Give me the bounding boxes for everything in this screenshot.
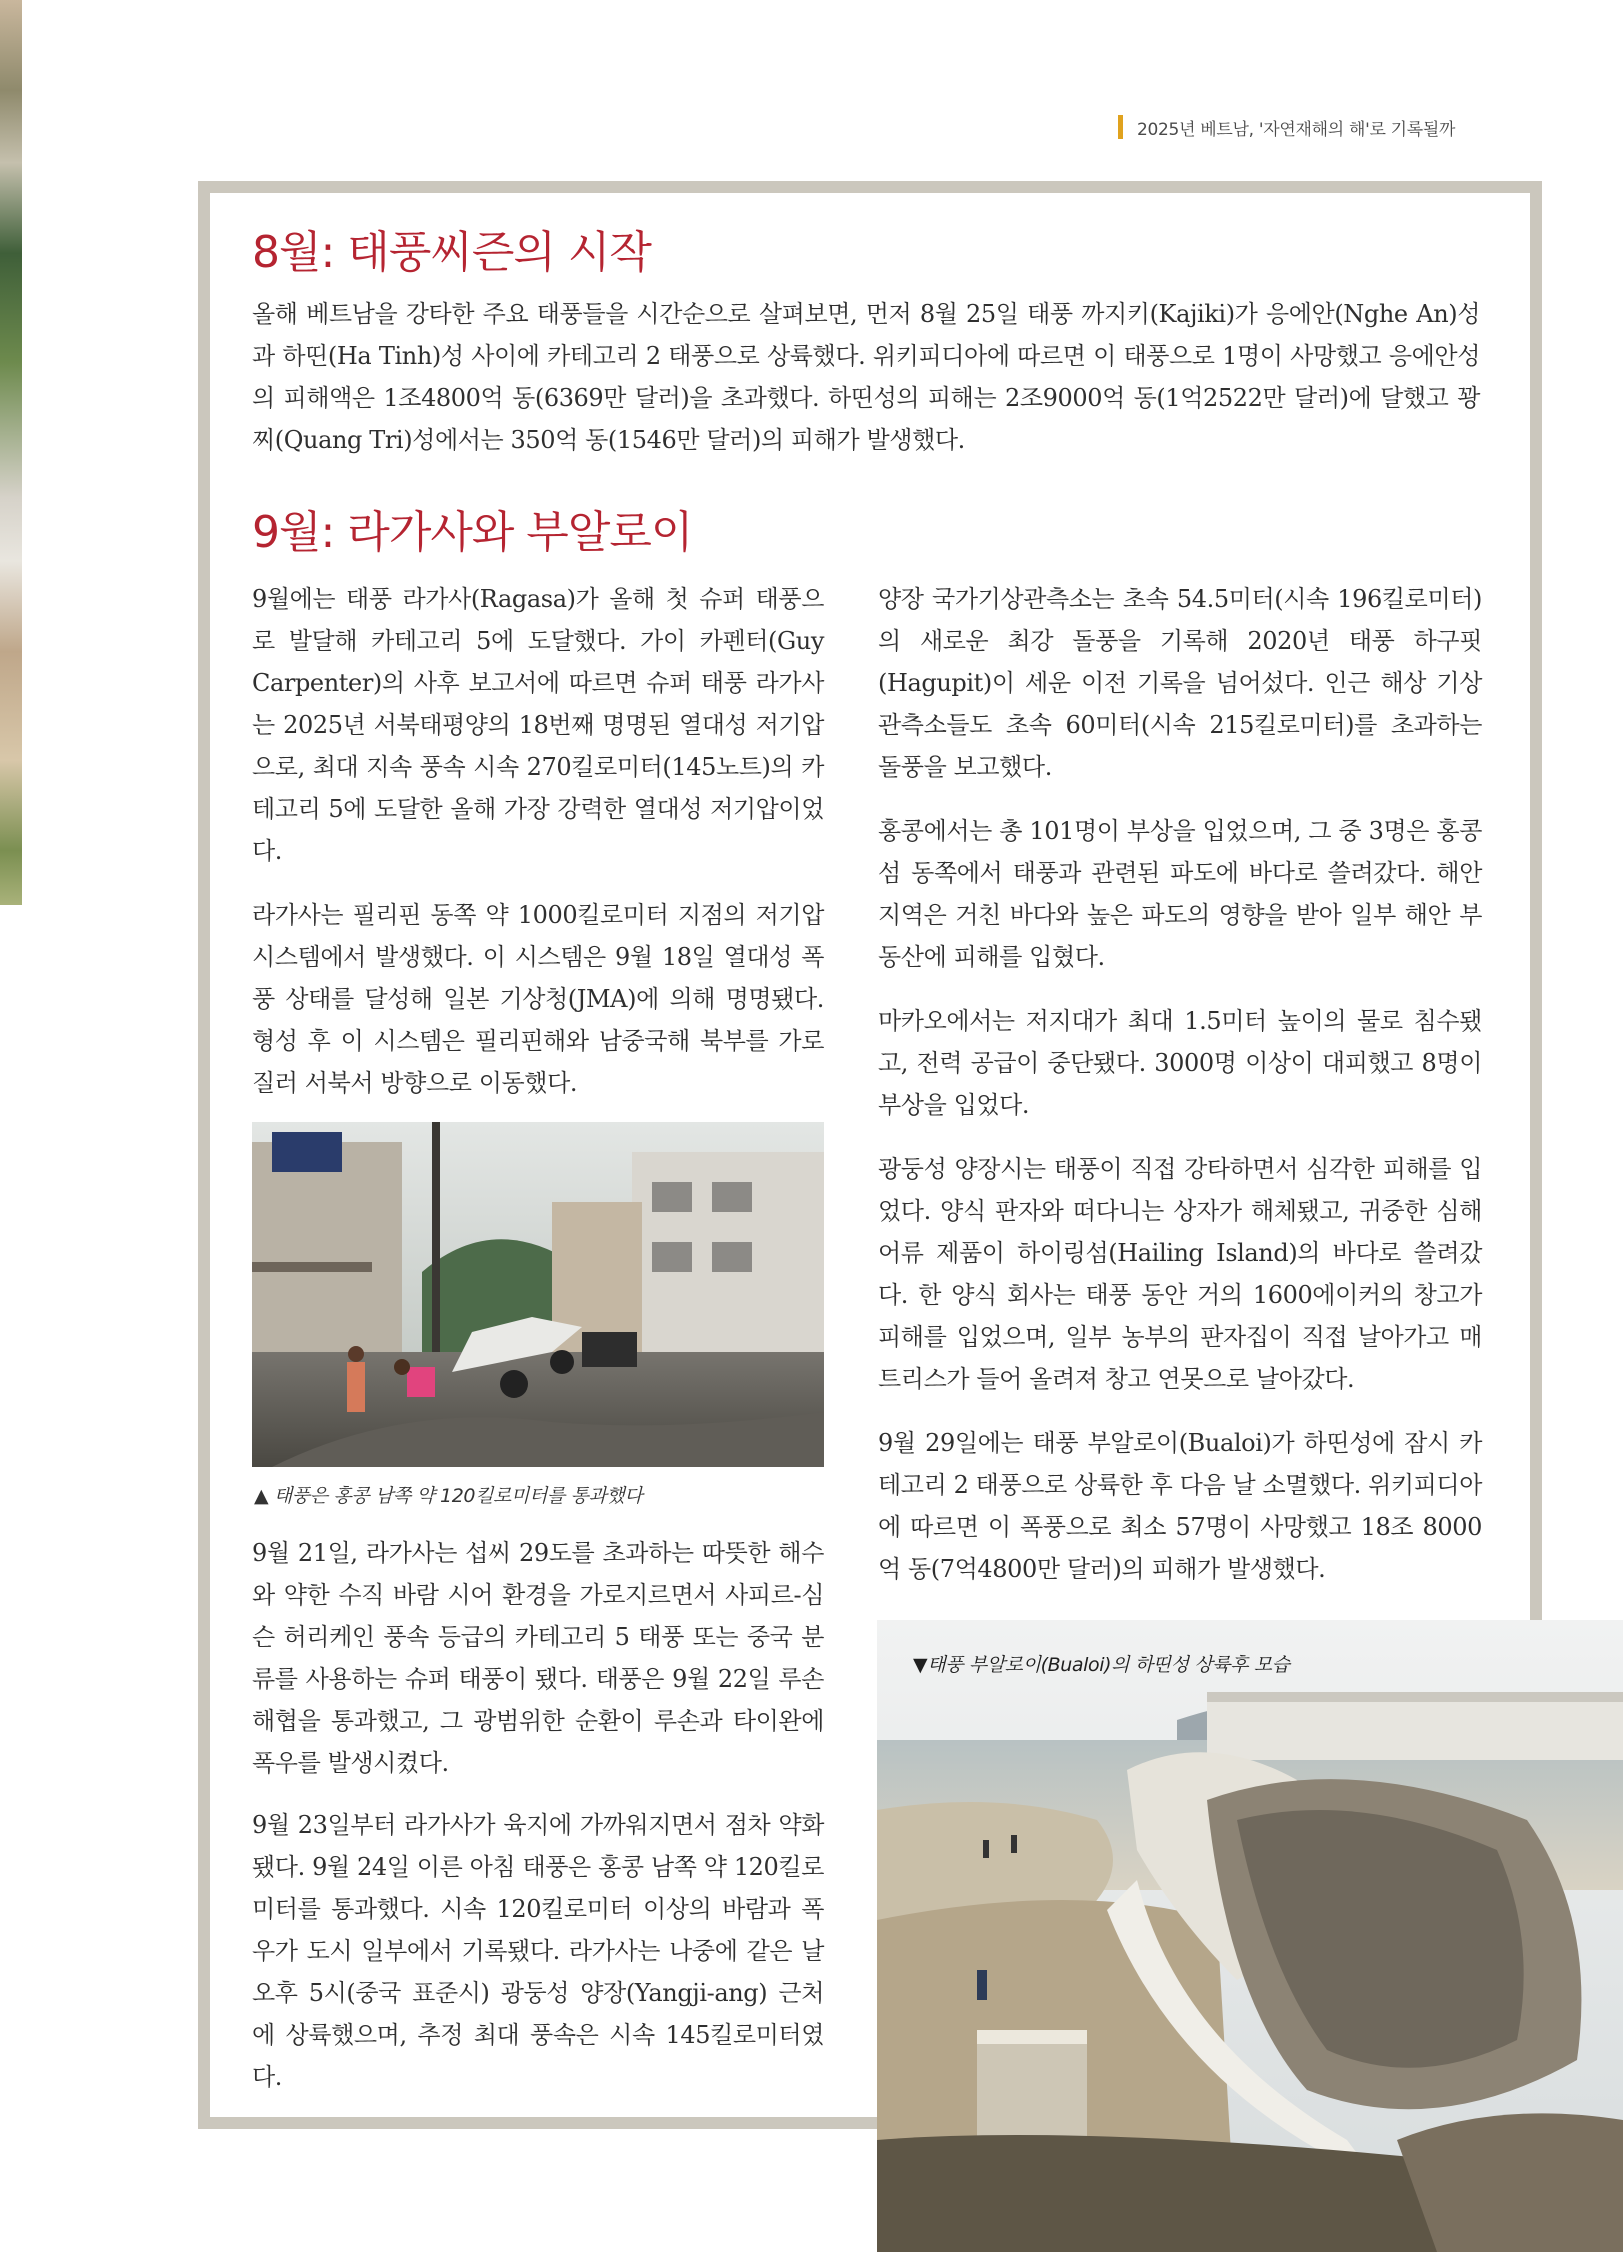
header-accent-bar xyxy=(1118,115,1123,139)
bualoi-damage-photo xyxy=(877,1620,1623,2252)
left-col-paragraph-1: 9월에는 태풍 라가사(Ragasa)가 올해 첫 슈퍼 태풍으로 발달해 카테고리 5에 도달했다. 가이 카펜터(Guy Carpenter)의 사후 보고서에 따르면 슈퍼 태풍 라가사는 2025년 서북태평양의 18번째 명명된 열대성 저기압으로, 최대 지속 풍속 시속 270킬로미터(145노트)의 카테고리 5에 도달한 올해 가장 강력한 열대성 저기압이었다. xyxy=(252,585,824,865)
right-col-paragraph-5: 9월 29일에는 태풍 부알로이(Bualoi)가 하띤성에 잠시 카테고리 2 태풍으로 상륙한 후 다음 날 소멸했다. 위키피디아에 따르면 이 폭풍으로 최소 57명이 사망했고 18조 8000억 동(7억4800만 달러)의 피해가 발생했다. xyxy=(878,1429,1482,1583)
photo2-caption: ▼태풍 부알로이(Bualoi)의 하띤성 상륙후 모습 xyxy=(913,1654,1290,1676)
august-heading: 8월: 태풍씨즌의 시작 xyxy=(252,227,651,278)
right-col-paragraph-1: 양장 국가기상관측소는 초속 54.5미터(시속 196킬로미터)의 새로운 최강 돌풍을 기록해 2020년 태풍 하구핏(Hagupit)이 세운 이전 기록을 넘어섰다. 인근 해상 기상관측소들도 초속 60미터(시속 215킬로미터)를 초과하는 돌풍을 보고했다. xyxy=(878,585,1482,781)
running-header-text: 2025년 베트남, '자연재해의 해'로 기록될까 xyxy=(1137,119,1456,140)
photo1-caption: ▲ 태풍은 홍콩 남쪽 약 120킬로미터를 통과했다 xyxy=(254,1485,643,1507)
edge-photo xyxy=(0,0,22,905)
flood-street-photo xyxy=(252,1122,824,1467)
right-col-paragraph-2: 홍콩에서는 총 101명이 부상을 입었으며, 그 중 3명은 홍콩섬 동쪽에서 태풍과 관련된 파도에 바다로 쓸려갔다. 해안 지역은 거친 바다와 높은 파도의 영향을 받아 일부 해안 부동산에 피해를 입혔다. xyxy=(878,817,1482,971)
right-col-paragraph-4: 광둥성 양장시는 태풍이 직접 강타하면서 심각한 피해를 입었다. 양식 판자와 떠다니는 상자가 해체됐고, 귀중한 심해 어류 제품이 하이링섬(Hailing Island)의 바다로 쓸려갔다. 한 양식 회사는 태풍 동안 거의 1600에이커의 창고가 피해를 입었으며, 일부 농부의 판자집이 직접 날아가고 매트리스가 들어 올려져 창고 연못으로 날아갔다. xyxy=(878,1155,1482,1393)
left-col-paragraph-3: 9월 21일, 라가사는 섭씨 29도를 초과하는 따뜻한 해수와 약한 수직 바람 시어 환경을 가로지르면서 사피르-심슨 허리케인 풍속 등급의 카테고리 5 태풍 또는 중국 분류를 사용하는 슈퍼 태풍이 됐다. 태풍은 9월 22일 루손 해협을 통과했고, 그 광범위한 순환이 루손과 타이완에 폭우를 발생시켰다. xyxy=(252,1539,824,1777)
left-col-paragraph-2: 라가사는 필리핀 동쪽 약 1000킬로미터 지점의 저기압 시스템에서 발생했다. 이 시스템은 9월 18일 열대성 폭풍 상태를 달성해 일본 기상청(JMA)에 의해 명명됐다. 형성 후 이 시스템은 필리핀해와 남중국해 북부를 가로질러 서북서 방향으로 이동했다. xyxy=(252,901,824,1097)
august-body: 올해 베트남을 강타한 주요 태풍들을 시간순으로 살펴보면, 먼저 8월 25일 태풍 까지키(Kajiki)가 응에안(Nghe An)성과 하띤(Ha Tinh)성 사이에 카테고리 2 태풍으로 상륙했다. 위키피디아에 따르면 이 태풍으로 1명이 사망했고 응에안성의 피해액은 1조4800억 동(6369만 달러)을 초과했다. 하띤성의 피해는 2조9000억 동(1억2522만 달러)에 달했고 꽝찌(Quang Tri)성에서는 350억 동(1546만 달러)의 피해가 발생했다. xyxy=(252,300,1480,454)
september-heading: 9월: 라가사와 부알로이 xyxy=(252,507,693,558)
right-col-paragraph-3: 마카오에서는 저지대가 최대 1.5미터 높이의 물로 침수됐고, 전력 공급이 중단됐다. 3000명 이상이 대피했고 8명이 부상을 입었다. xyxy=(878,1007,1482,1119)
running-header xyxy=(1118,114,1455,140)
left-col-paragraph-4: 9월 23일부터 라가사가 육지에 가까워지면서 점차 약화됐다. 9월 24일 이른 아침 태풍은 홍콩 남쪽 약 120킬로미터를 통과했다. 시속 120킬로미터 이상의 바람과 폭우가 도시 일부에서 기록됐다. 라가사는 나중에 같은 날 오후 5시(중국 표준시) 광둥성 양장(Yangji-ang) 근처에 상륙했으며, 추정 최대 풍속은 시속 145킬로미터였다. xyxy=(252,1811,824,2091)
